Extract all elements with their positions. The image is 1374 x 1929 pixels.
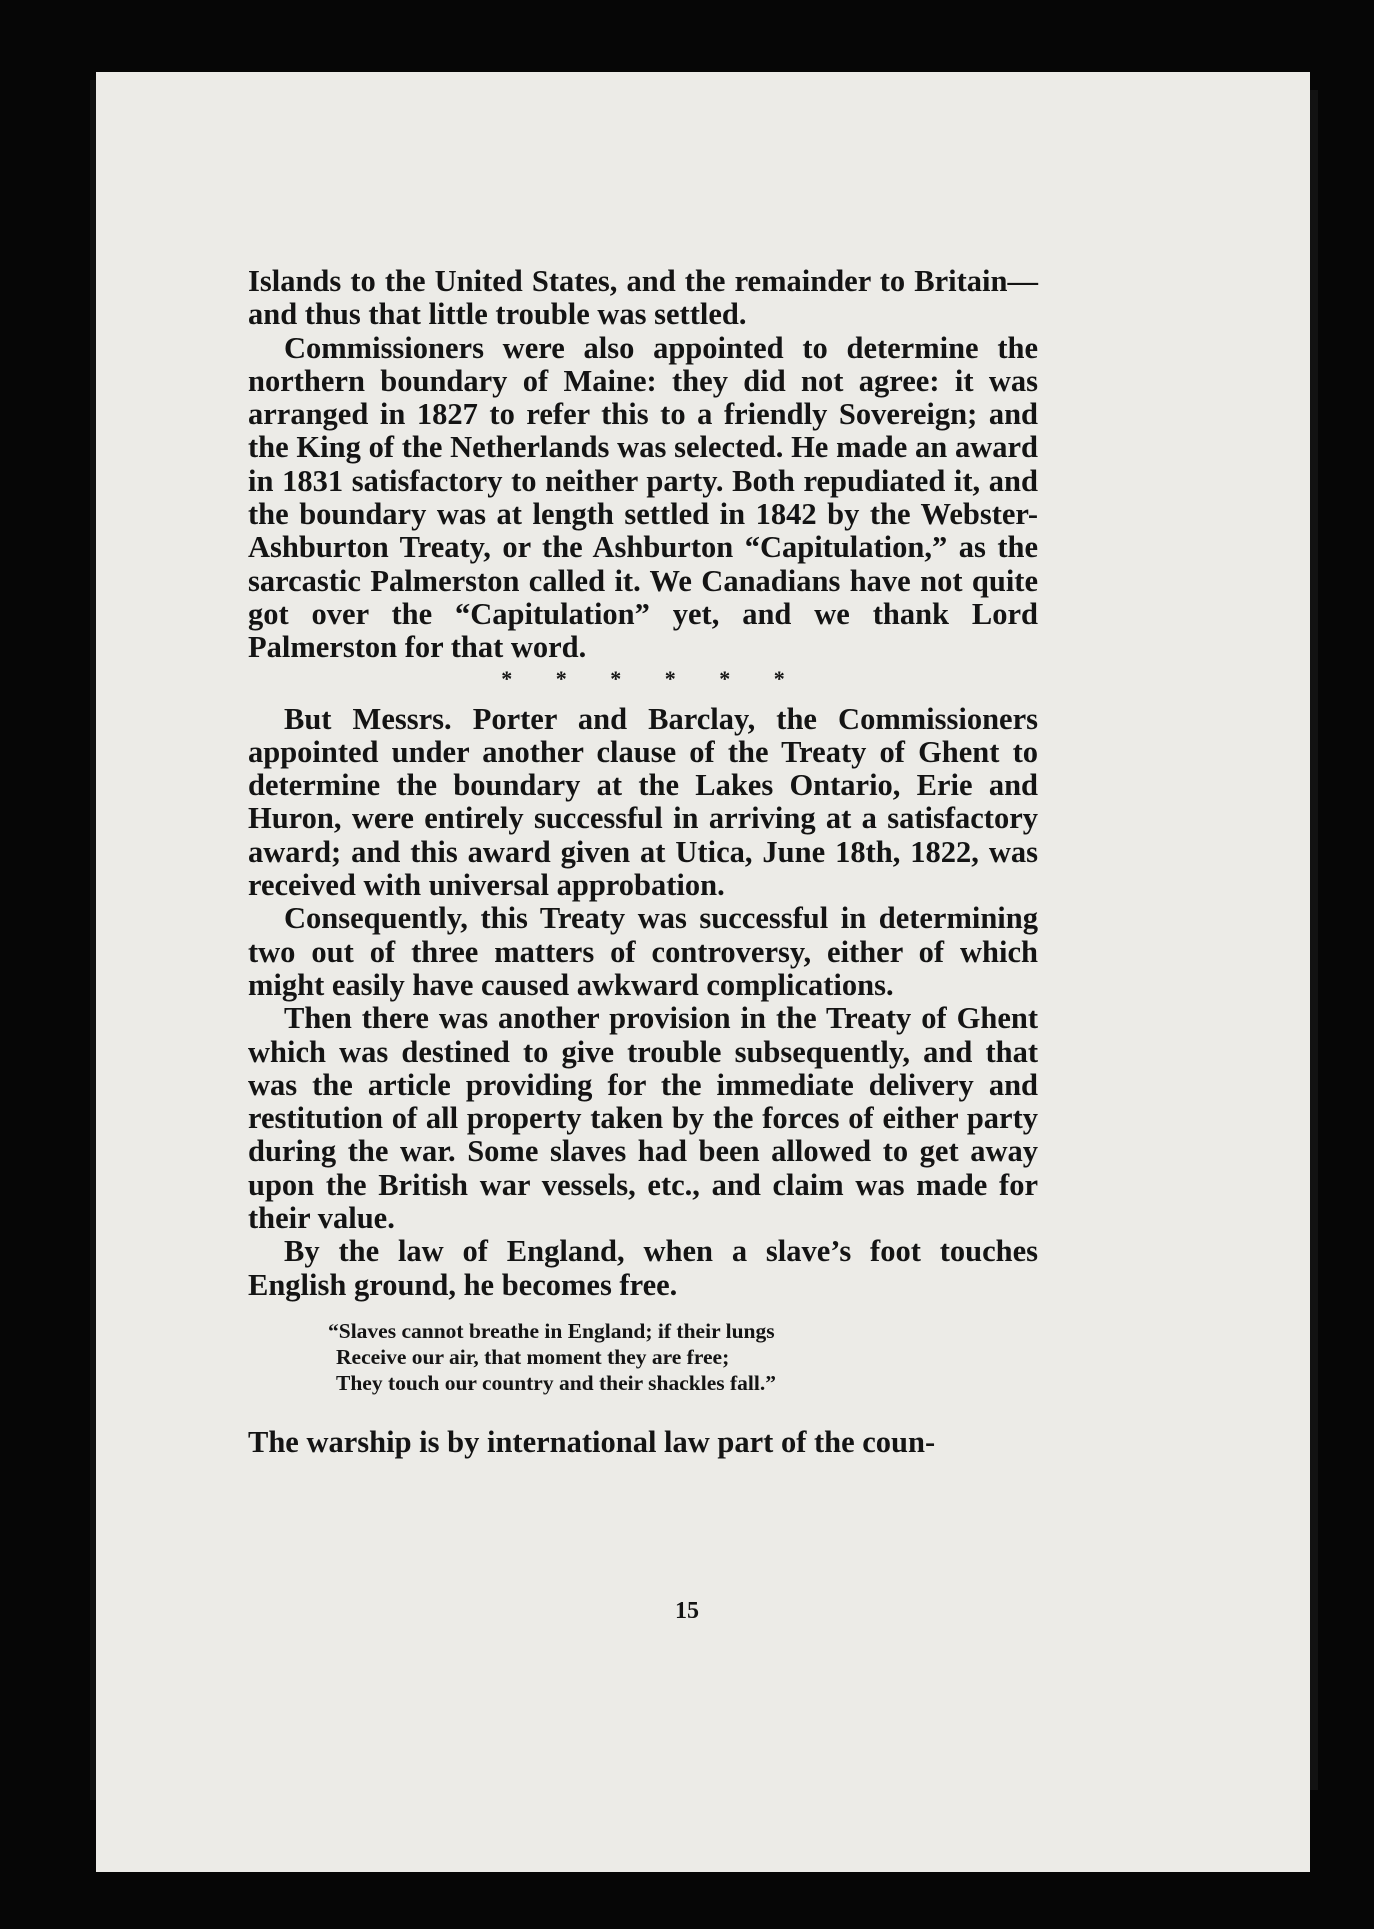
paragraph-2: Commissioners were also appointed to determine the northern boundary of Maine: they did not agree: it was arranged in 1827 to refer this to a friendly Sovereign; and the King of the Netherlands was selected. He made an award in 1831 satisfactory to neither party. Both repudiated it, and the boundary was at length settled in 1842 by the Webster-Ashburton Treaty, or the Ashburton “Capitulation,” as the sarcastic Palmerston called it. We Canadians have not quite got over the “Capitulation” yet, and we thank Lord Palmerston for that word.: [248, 330, 1038, 665]
paragraph-1: Islands to the United States, and the remainder to Britain—and thus that little trouble was settled.: [248, 264, 1038, 332]
section-separator: * * * * * *: [501, 665, 785, 691]
binding-edge-right: [1310, 90, 1318, 1790]
quote-line: Receive our air, that moment they are free;: [336, 1344, 730, 1369]
page-number: 15: [675, 1598, 699, 1624]
paragraph-5: Then there was another provision in the Treaty of Ghent which was destined to give trouble subsequently, and that was the article providing for the immediate delivery and restitution of all property taken by the forces of either party during the war. Some slaves had been allowed to get away upon the British war vessels, etc., and claim was made for their value.: [248, 1001, 1038, 1236]
body-text: [248, 265, 1038, 1459]
paragraph-4: Consequently, this Treaty was successful in determining two out of three matters of controversy, either of which might easily have caused awkward complications.: [248, 901, 1038, 1002]
paragraph-6: By the law of England, when a slave’s foot touches English ground, he becomes free.: [248, 1234, 1038, 1302]
quote-line: “Slaves cannot breathe in England; if their lungs: [328, 1318, 775, 1343]
quote-line: They touch our country and their shackles fall.”: [336, 1370, 776, 1395]
paragraph-3: But Messrs. Porter and Barclay, the Commissioners appointed under another clause of the Treaty of Ghent to determine the boundary at the Lakes Ontario, Erie and Huron, were entirely successful in arriving at a satisfactory award; and this award given at Utica, June 18th, 1822, was received with universal approbation.: [248, 701, 1038, 903]
closing-line: The warship is by international law part of the coun-: [248, 1424, 936, 1459]
verse-quote: [328, 1318, 1038, 1396]
